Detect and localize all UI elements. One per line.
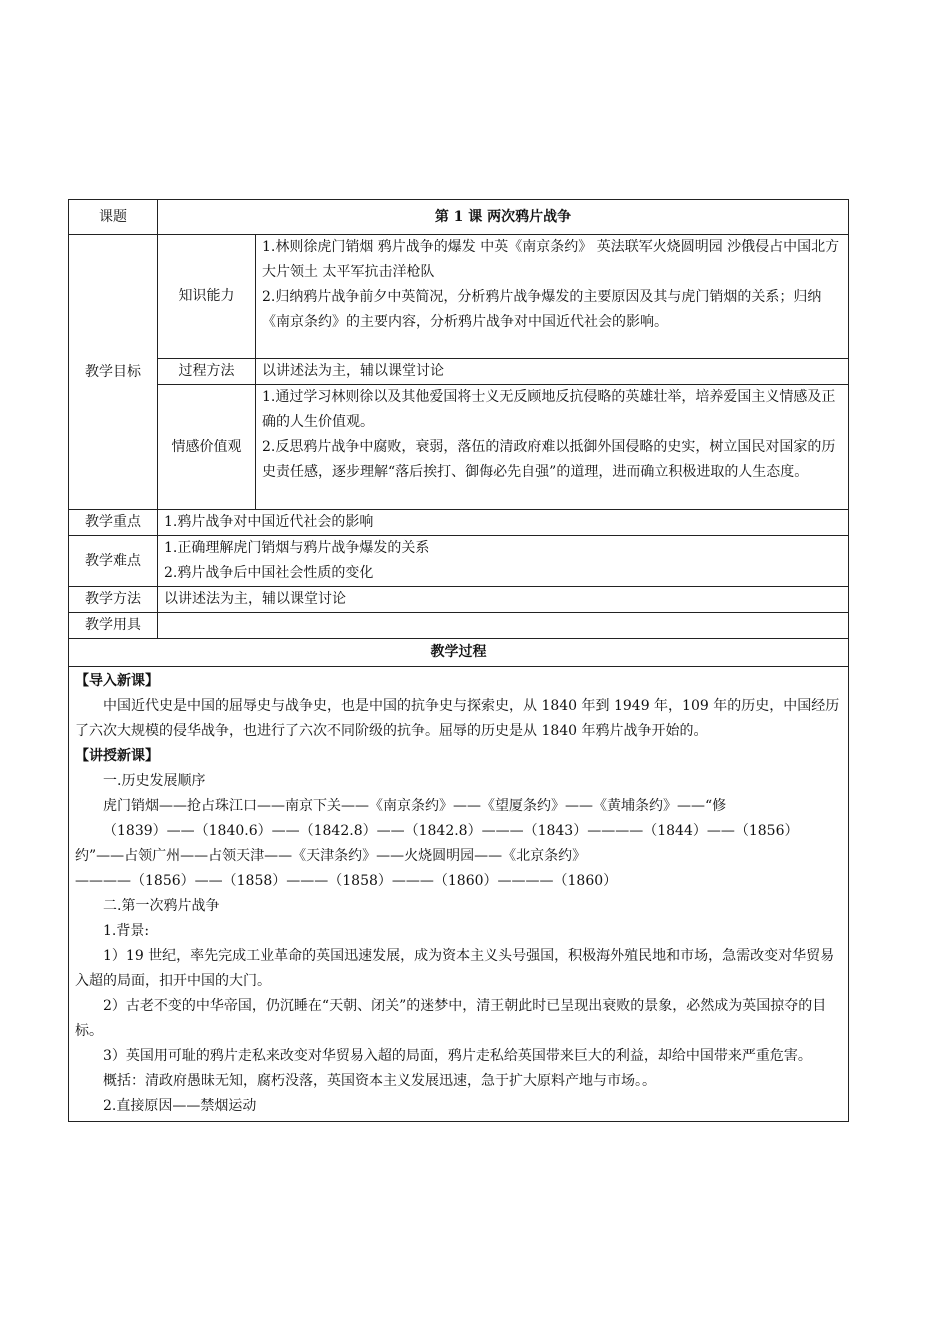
key-points-row [69, 510, 849, 536]
emotion-row [69, 385, 849, 510]
topic-row [69, 200, 849, 235]
difficulty-item: 2.鸦片战争后中国社会性质的变化 [164, 565, 374, 581]
difficulties-row [69, 536, 849, 587]
summary-text: 概括：清政府愚昧无知，腐朽没落，英国资本主义发展迅速，急于扩大原料产地与市场。。 [103, 1073, 656, 1089]
emotion-item: 2.反思鸦片战争中腐败，衰弱，落伍的清政府难以抵御外国侵略的史实，树立国民对国家的历史责任感，逐步理解“落后挨打、御侮必先自强”的道理，进而确立积极进取的人生态度。 [262, 439, 836, 480]
process-title-row [69, 639, 849, 667]
process-body-row [69, 667, 849, 1122]
process-label: 过程方法 [158, 359, 256, 385]
intro-text: 中国近代史是中国的屈辱史与战争史，也是中国的抗争史与探索史，从 1840 年到 1949 年，109 年的历史，中国经历了六次大规模的侵华战争，也进行了六次不同阶级的抗争。屈辱的历史是从 1840 年鸦片战争开始的。 [75, 698, 840, 739]
process-row [69, 359, 849, 385]
key-points-label: 教学重点 [69, 510, 158, 536]
difficulties-label: 教学难点 [69, 536, 158, 587]
section-title: 一.历史发展顺序 [103, 773, 206, 789]
lecture-heading: 【讲授新课】 [75, 748, 159, 764]
tools-value [158, 613, 849, 639]
topic-label: 课题 [69, 200, 158, 235]
difficulties-content [158, 536, 849, 587]
knowledge-item: 2.归纳鸦片战争前夕中英简况，分析鸦片战争爆发的主要原因及其与虎门销烟的关系；归纳《南京条约》的主要内容，分析鸦片战争对中国近代社会的影响。 [262, 289, 822, 330]
emotion-item: 1.通过学习林则徐以及其他爱国将士义无反顾地反抗侵略的英雄壮举，培养爱国主义情感及正确的人生价值观。 [262, 389, 836, 430]
knowledge-row [69, 235, 849, 359]
method-row [69, 587, 849, 613]
process-title: 教学过程 [69, 639, 849, 667]
tools-label: 教学用具 [69, 613, 158, 639]
subsection-title: 1.背景: [103, 923, 150, 939]
sequence-line: 约”——占领广州——占领天津——《天津条约》——火烧圆明园——《北京条约》 [75, 848, 587, 864]
sequence-dates: （1839）——（1840.6）——（1842.8）——（1842.8）———（1843）————（1844）——（1856） [103, 823, 799, 839]
emotion-content [256, 385, 849, 510]
knowledge-item: 1.林则徐虎门销烟 鸦片战争的爆发 中英《南京条约》 英法联军火烧圆明园 沙俄侵占中国北方大片领土 太平军抗击洋枪队 [262, 239, 840, 280]
key-points-value: 1.鸦片战争对中国近代社会的影响 [158, 510, 849, 536]
knowledge-label: 知识能力 [158, 235, 256, 359]
emotion-label: 情感价值观 [158, 385, 256, 510]
process-value: 以讲述法为主，辅以课堂讨论 [256, 359, 849, 385]
method-value: 以讲述法为主，辅以课堂讨论 [158, 587, 849, 613]
lesson-plan-page [68, 199, 848, 1122]
sequence-dates: ————（1856）——（1858）———（1858）———（1860）————（1860） [75, 873, 618, 889]
sequence-line: 虎门销烟——抢占珠江口——南京下关——《南京条约》——《望厦条约》——《黄埔条约》——“修 [103, 798, 727, 814]
knowledge-content [256, 235, 849, 359]
method-label: 教学方法 [69, 587, 158, 613]
section-title: 二.第一次鸦片战争 [103, 898, 220, 914]
goals-label: 教学目标 [69, 235, 158, 510]
background-item: 1）19 世纪，率先完成工业革命的英国迅速发展，成为资本主义头号强国，积极海外殖民地和市场，急需改变对华贸易入超的局面，扣开中国的大门。 [75, 948, 835, 989]
subsection-title: 2.直接原因——禁烟运动 [103, 1098, 257, 1114]
topic-value: 第 1 课 两次鸦片战争 [158, 200, 849, 235]
intro-heading: 【导入新课】 [75, 673, 159, 689]
process-body [69, 667, 849, 1122]
background-item: 2）古老不变的中华帝国，仍沉睡在“天朝、闭关”的迷梦中，清王朝此时已呈现出衰败的景象，必然成为英国掠夺的目标。 [75, 998, 827, 1039]
lesson-plan-table [68, 199, 849, 1122]
difficulty-item: 1.正确理解虎门销烟与鸦片战争爆发的关系 [164, 540, 430, 556]
background-item: 3）英国用可耻的鸦片走私来改变对华贸易入超的局面，鸦片走私给英国带来巨大的利益，却给中国带来严重危害。 [103, 1048, 812, 1064]
tools-row [69, 613, 849, 639]
